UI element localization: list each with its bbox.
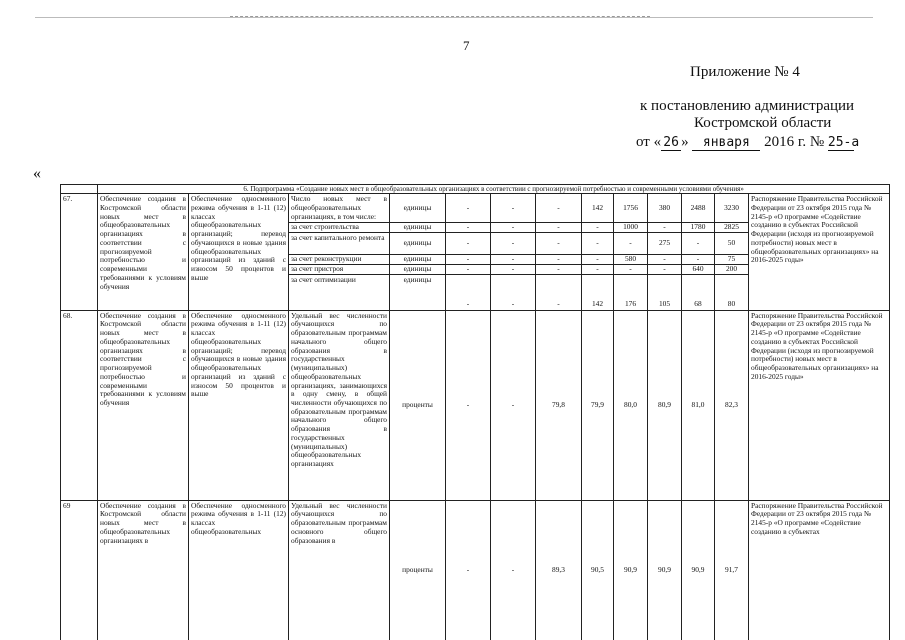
goal-cell: Обеспечение создания в Костромской области новых мест в общеобразовательных организациях в соответствии с прогнозируемой потребностью и современными требованиями к условиям обучения (98, 310, 189, 500)
task-cell: Обеспечение односменного режима обучения в 1-11 (12) классах общеобразовательных организаций; перевод обучающихся в новые здания общеобразовательных организаций из зданий с износом 50 процентов и выше (189, 194, 289, 310)
row-number: 67. (61, 194, 98, 310)
value-cell: 275 (648, 233, 682, 255)
value-cell: - (446, 310, 491, 500)
decree-line-2: Костромской области (694, 115, 832, 131)
value-cell: 1000 (614, 223, 648, 233)
unit-cell: единицы (390, 223, 446, 233)
value-cell: 68 (682, 274, 715, 310)
value-cell: 79,9 (582, 310, 614, 500)
value-cell: 580 (614, 255, 648, 265)
value-cell: - (446, 194, 491, 223)
indicator-subitem: за счет оптимизации (289, 274, 390, 310)
unit-cell: проценты (390, 500, 446, 640)
value-cell: - (491, 274, 536, 310)
value-cell: 90,9 (648, 500, 682, 640)
value-cell: - (491, 223, 536, 233)
value-cell: - (614, 264, 648, 274)
decree-month: января (692, 135, 760, 151)
value-cell: 75 (715, 255, 749, 265)
indicator-subitem: за счет реконструкции (289, 255, 390, 265)
value-cell: - (536, 223, 582, 233)
value-cell: - (446, 233, 491, 255)
row-number: 68. (61, 310, 98, 500)
value-cell: 200 (715, 264, 749, 274)
value-cell: - (491, 500, 536, 640)
indicator-subitem: за счет пристроя (289, 264, 390, 274)
value-cell: - (582, 223, 614, 233)
value-cell: 80,0 (614, 310, 648, 500)
value-cell: - (648, 223, 682, 233)
unit-cell: единицы (390, 274, 446, 310)
decree-mid: » (681, 134, 689, 150)
opening-quote: « (33, 165, 41, 182)
indicators-table (60, 184, 890, 640)
value-cell: 80 (715, 274, 749, 310)
value-cell: 90,5 (582, 500, 614, 640)
value-cell: - (446, 500, 491, 640)
table-row-68 (61, 310, 890, 500)
value-cell: 91,7 (715, 500, 749, 640)
value-cell: 90,9 (682, 500, 715, 640)
value-cell: - (582, 255, 614, 265)
task-cell: Обеспечение односменного режима обучения в 1-11 (12) классах общеобразовательных организаций; перевод обучающихся в новые здания общеобразовательных организаций из зданий с износом 50 процентов и выше (189, 310, 289, 500)
value-cell: 89,3 (536, 500, 582, 640)
value-cell: 1756 (614, 194, 648, 223)
indicator-cell: Число новых мест в общеобразовательных организациях, в том числе: (289, 194, 390, 223)
decree-line-1: к постановлению администрации (640, 98, 855, 114)
value-cell: 81,0 (682, 310, 715, 500)
value-cell: - (491, 233, 536, 255)
value-cell: - (491, 255, 536, 265)
unit-cell: единицы (390, 194, 446, 223)
value-cell: - (536, 264, 582, 274)
value-cell: 3230 (715, 194, 749, 223)
task-cell: Обеспечение односменного режима обучения в 1-11 (12) классах общеобразовательных (189, 500, 289, 640)
unit-cell: проценты (390, 310, 446, 500)
value-cell: - (614, 233, 648, 255)
indicator-subitem: за счет строительства (289, 223, 390, 233)
value-cell: - (446, 274, 491, 310)
unit-cell: единицы (390, 264, 446, 274)
unit-cell: единицы (390, 255, 446, 265)
value-cell: - (491, 264, 536, 274)
value-cell: 79,8 (536, 310, 582, 500)
indicator-cell: Удельный вес численности обучающихся по образовательным программам основного общего образования в (289, 500, 390, 640)
table-row-67 (61, 194, 890, 223)
value-cell: - (536, 255, 582, 265)
value-cell: 105 (648, 274, 682, 310)
value-cell: - (536, 233, 582, 255)
value-cell: - (491, 194, 536, 223)
value-cell: - (491, 310, 536, 500)
value-cell: 1780 (682, 223, 715, 233)
value-cell: 640 (682, 264, 715, 274)
page-number: 7 (463, 38, 470, 53)
source-cell: Распоряжение Правительства Российской Федерации от 23 октября 2015 года № 2145-р «О программе «Содействие созданию в субъектах Российской Федерации (исходя из прогнозируемой потребности) новых мест в общеобразовательных организациях» на 2016-2025 годы» (749, 310, 890, 500)
scan-dashed-rule (230, 16, 650, 17)
value-cell: 90,9 (614, 500, 648, 640)
decree-year: 2016 г. № (764, 134, 825, 150)
indicator-cell: Удельный вес численности обучающихся по образовательным программам начального общего образования в государственных (муниципальных) общеобразовательных организациях, занимающихся в одну смену, в общей численности обучающихся по образовательным программам начального общего образования в государственных (муниципальных) общеобразовательных организациях (289, 310, 390, 500)
value-cell: - (582, 264, 614, 274)
value-cell: 80,9 (648, 310, 682, 500)
value-cell: - (682, 255, 715, 265)
value-cell: 142 (582, 274, 614, 310)
source-cell: Распоряжение Правительства Российской Федерации от 23 октября 2015 года № 2145-р «О программе «Содействие созданию в субъектах (749, 500, 890, 640)
value-cell: 2825 (715, 223, 749, 233)
value-cell: - (446, 223, 491, 233)
source-cell: Распоряжение Правительства Российской Федерации от 23 октября 2015 года № 2145-р «О программе «Содействие созданию в субъектах Российской Федерации (исходя из прогнозируемой потребности) новых мест в общеобразовательных организациях» на 2016-2025 годы» (749, 194, 890, 310)
indicator-subitem: за счет капитального ремонта (289, 233, 390, 255)
goal-cell: Обеспечение создания в Костромской области новых мест в общеобразовательных организациях в соответствии с прогнозируемой потребностью и современными требованиями к условиям обучения (98, 194, 189, 310)
value-cell: - (648, 264, 682, 274)
decree-date-line (636, 134, 860, 151)
unit-cell: единицы (390, 233, 446, 255)
value-cell: 2488 (682, 194, 715, 223)
subprogram-num-cell (61, 185, 98, 194)
value-cell: - (446, 255, 491, 265)
subprogram-title: 6. Подпрограмма «Создание новых мест в общеобразовательных организациях в соответствии с прогнозируемой потребностью и современными условиями обучения» (98, 185, 890, 194)
value-cell: 380 (648, 194, 682, 223)
value-cell: - (682, 233, 715, 255)
value-cell: - (446, 264, 491, 274)
value-cell: 176 (614, 274, 648, 310)
value-cell: - (582, 233, 614, 255)
scan-top-rule (35, 17, 873, 18)
annex-title: Приложение № 4 (690, 64, 800, 80)
table-row-69 (61, 500, 890, 640)
subprogram-row (61, 185, 890, 194)
value-cell: - (536, 194, 582, 223)
decree-prefix: от « (636, 134, 662, 150)
row-number: 69 (61, 500, 98, 640)
value-cell: - (648, 255, 682, 265)
value-cell: 142 (582, 194, 614, 223)
decree-day: 26 (661, 135, 681, 151)
decree-number: 25-а (827, 135, 860, 150)
value-cell: 82,3 (715, 310, 749, 500)
value-cell: - (536, 274, 582, 310)
value-cell: 50 (715, 233, 749, 255)
goal-cell: Обеспечение создания в Костромской области новых мест в общеобразовательных организациях в (98, 500, 189, 640)
